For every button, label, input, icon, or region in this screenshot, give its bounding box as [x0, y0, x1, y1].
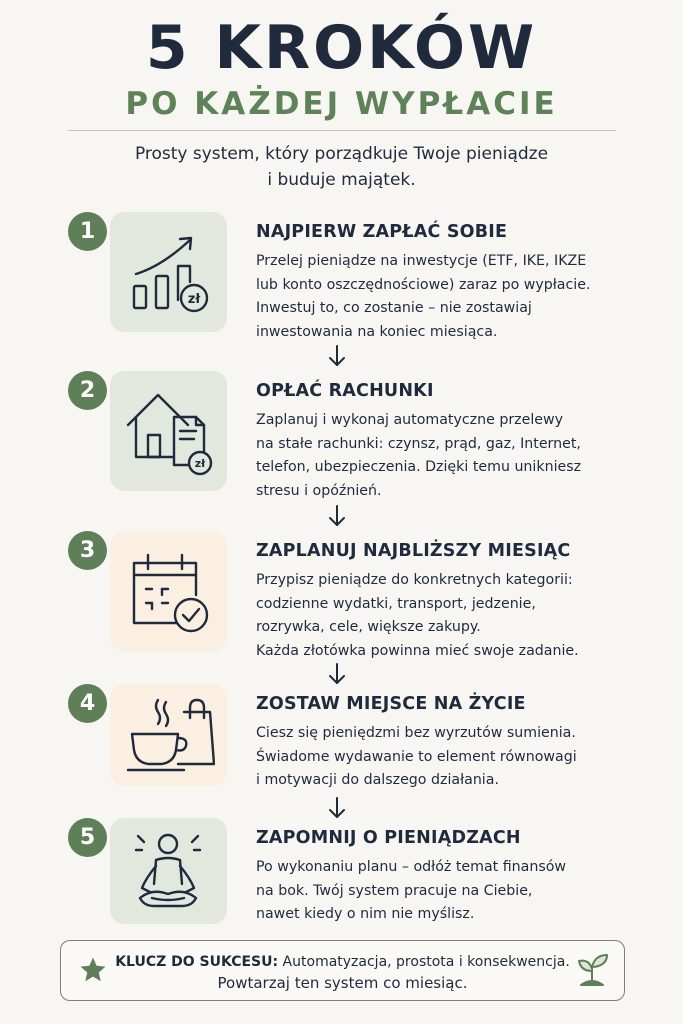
step-title: ZOSTAW MIEJSCE NA ŻYCIE	[256, 694, 526, 714]
step-description-line: inwestowania na koniec miesiąca.	[256, 323, 498, 340]
step-number-badge: 4	[68, 684, 107, 723]
coffee-shopping-bag-icon	[122, 692, 215, 780]
growth-chart-coin-icon	[122, 226, 215, 318]
page-title: 5 KROKÓW	[145, 13, 538, 83]
step-description	[256, 569, 676, 663]
page-subtitle: PO KAŻDEJ WYPŁACIE	[125, 86, 558, 122]
step-description-line: Każda złotówka powinna mieć swoje zadanie.	[256, 642, 579, 659]
step-2-icon-tile	[110, 371, 227, 491]
step-description-line: Przelej pieniądze na inwestycje (ETF, IKE, IKZE	[256, 253, 587, 269]
step-description-line: i motywacji do dalszego działania.	[256, 772, 499, 788]
intro-line: Prosty system, który porządkuje Twoje pieniądze	[134, 144, 549, 164]
svg-text:zł: zł	[187, 292, 201, 307]
step-description	[256, 409, 676, 503]
key-to-success-repeat: Powtarzaj ten system co miesiąc.	[217, 974, 468, 992]
key-to-success-text	[61, 952, 624, 972]
arrow-down-icon	[328, 663, 346, 685]
step-title: ZAPLANUJ NAJBLIŻSZY MIESIĄC	[256, 541, 571, 561]
step-number-badge: 3	[68, 531, 107, 570]
step-number-badge: 1	[68, 212, 107, 251]
step-number-badge: 2	[68, 371, 107, 410]
step-2	[0, 371, 683, 499]
intro-text	[80, 141, 603, 193]
step-description-line: codzienne wydatki, transport, jedzenie,	[256, 595, 536, 612]
arrow-down-icon	[328, 505, 346, 527]
step-number-badge: 5	[68, 818, 107, 857]
step-title: OPŁAĆ RACHUNKI	[256, 381, 434, 401]
intro-line: i buduje majątek.	[267, 170, 416, 190]
step-description	[256, 250, 676, 344]
step-3	[0, 531, 683, 659]
step-5	[0, 818, 683, 940]
step-title: NAJPIERW ZAPŁAĆ SOBIE	[256, 222, 508, 242]
step-title: ZAPOMNIJ O PIENIĄDZACH	[256, 828, 521, 848]
step-4	[0, 684, 683, 806]
step-1	[0, 212, 683, 340]
step-5-icon-tile	[110, 818, 227, 924]
meditation-icon	[122, 826, 215, 918]
step-description-line: Przypisz pieniądze do konkretnych kategorii:	[256, 572, 573, 588]
step-description-line: Ciesz się pieniędzmi bez wyrzutów sumienia.	[256, 725, 576, 741]
sprout-icon	[573, 951, 611, 989]
arrow-down-icon	[328, 797, 346, 819]
step-description-line: stresu i opóźnień.	[256, 482, 382, 499]
house-bill-icon	[122, 385, 215, 477]
step-description-line: Zaplanuj i wykonaj automatyczne przelewy	[256, 412, 564, 428]
step-description-line: nawet kiedy o nim nie myślisz.	[256, 906, 475, 922]
step-4-icon-tile	[110, 684, 227, 786]
step-1-icon-tile	[110, 212, 227, 332]
step-description-line: Po wykonaniu planu – odłóż temat finansów	[256, 859, 567, 875]
header-divider	[68, 130, 616, 131]
step-description-line: na bok. Twój system pracuje na Ciebie,	[256, 882, 533, 899]
step-description	[256, 722, 676, 793]
step-description-line: rozrywka, cele, większe zakupy.	[256, 619, 481, 635]
step-description	[256, 856, 676, 927]
step-description-line: na stałe rachunki: czynsz, prąd, gaz, Internet,	[256, 435, 581, 452]
arrow-down-icon	[328, 345, 346, 367]
key-to-success-box	[60, 940, 625, 1001]
step-description-line: Świadome wydawanie to element równowagi	[256, 748, 577, 765]
step-3-icon-tile	[110, 531, 227, 651]
step-description-line: telefon, ubezpieczenia. Dzięki temu unikniesz	[256, 459, 582, 475]
step-description-line: Inwestuj to, co zostanie – nie zostawiaj	[256, 300, 532, 316]
calendar-check-icon	[122, 545, 215, 637]
key-to-success-label: KLUCZ DO SUKCESU:	[115, 954, 279, 970]
step-description-line: lub konto oszczędnościowe) zaraz po wypłacie.	[256, 276, 591, 293]
svg-text:zł: zł	[194, 457, 206, 470]
key-to-success-values: Automatyzacja, prostota i konsekwencja.	[278, 954, 570, 970]
